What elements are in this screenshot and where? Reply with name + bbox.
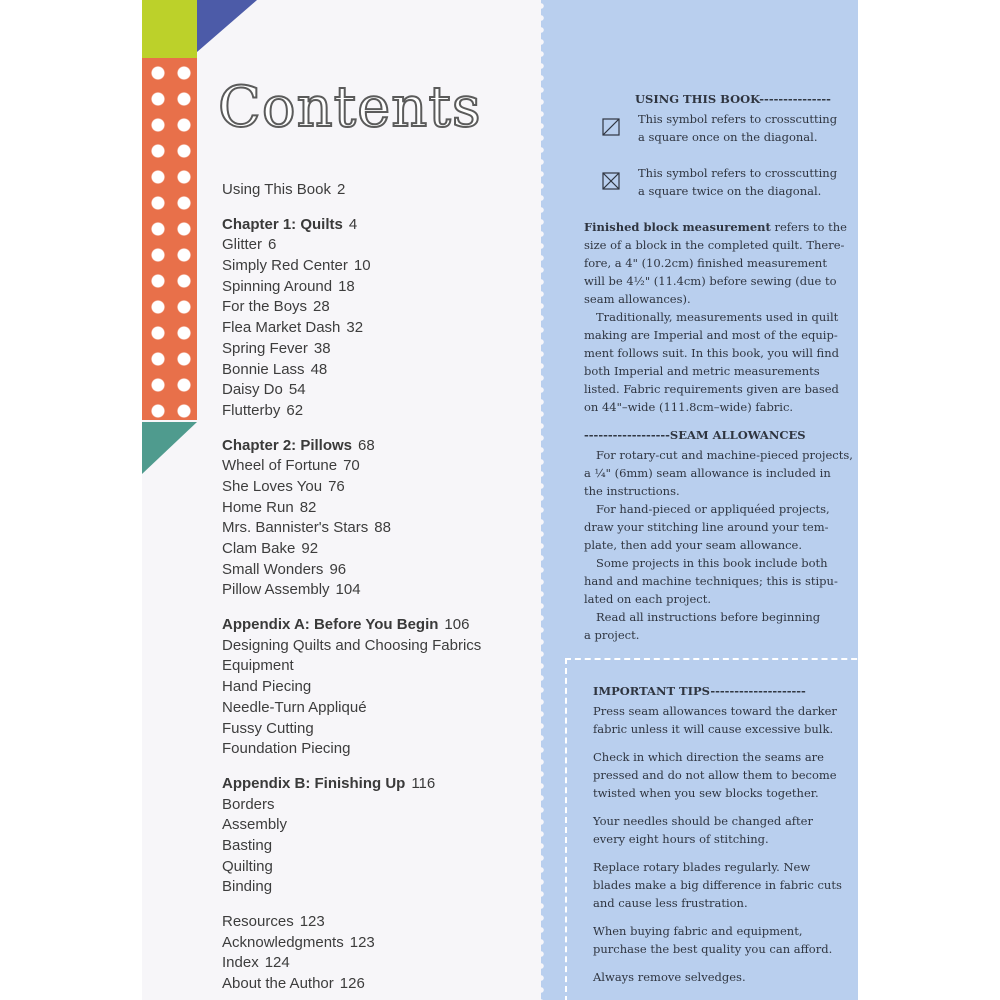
- toc-page: 76: [328, 477, 345, 495]
- toc-page: 48: [310, 360, 328, 378]
- toc-entry[interactable]: [222, 857, 542, 878]
- toc-section-heading[interactable]: [222, 215, 542, 236]
- toc-label: Small Wonders: [222, 560, 324, 578]
- toc-entry[interactable]: [222, 933, 542, 954]
- seam-allowances-heading: ------------------SEAM ALLOWANCES: [584, 428, 806, 442]
- toc-entry[interactable]: [222, 836, 542, 857]
- toc-label: She Loves You: [222, 477, 323, 495]
- decor-green-block: [142, 0, 197, 58]
- toc-page: 82: [299, 498, 317, 516]
- toc-entry[interactable]: [222, 698, 542, 719]
- toc-label: Pillow Assembly: [222, 581, 330, 599]
- perforation-edge: [537, 0, 545, 1000]
- table-of-contents: [222, 180, 542, 995]
- toc-label: Resources: [222, 913, 294, 930]
- toc-page: 92: [301, 540, 319, 557]
- toc-label: For the Boys: [222, 298, 308, 316]
- toc-page: 54: [288, 381, 306, 399]
- toc-label: Appendix B: Finishing Up: [222, 774, 406, 792]
- tip-item: Your needles should be changed after every eight hours of stitching.: [593, 814, 813, 846]
- toc-entry[interactable]: [222, 560, 542, 581]
- toc-label: Flea Market Dash: [222, 319, 341, 337]
- decor-polka-dot-strip: [142, 58, 197, 420]
- toc-page: 68: [358, 436, 375, 454]
- tip-item: Press seam allowances toward the darker fabric unless it will cause excessive bulk.: [593, 704, 837, 736]
- toc-entry[interactable]: [222, 636, 542, 657]
- toc-page: 28: [313, 298, 330, 316]
- toc-entry[interactable]: [222, 256, 542, 277]
- toc-label: Quilting: [222, 857, 273, 875]
- toc-page: 106: [444, 616, 470, 634]
- toc-label: Borders: [222, 795, 275, 813]
- toc-entry[interactable]: [222, 739, 542, 760]
- toc-entry[interactable]: [222, 297, 542, 318]
- toc-label: Home Run: [222, 498, 294, 516]
- toc-page: 70: [343, 457, 360, 475]
- toc-label: Assembly: [222, 816, 288, 834]
- seam-allowances-text: For rotary-cut and machine-pieced projects, a ¼" (6mm) seam allowance is included in the instructions. For hand-pieced or appliquéed projects, draw your stitching line around your tem- plate, then add your seam allowance. Some projects in this book include both hand and machine techniques; this is stipu- lated on each project. Read all instructions before beginning a project.: [584, 448, 853, 642]
- tip-item: Check in which direction the seams are pressed and do not allow them to become twisted when you sew blocks together.: [593, 750, 837, 800]
- tip-item: When buying fabric and equipment, purchase the best quality you can afford.: [593, 924, 833, 956]
- toc-entry[interactable]: [222, 974, 542, 995]
- toc-label: Fussy Cutting: [222, 719, 314, 737]
- toc-entry[interactable]: [222, 719, 542, 740]
- toc-label: Wheel of Fortune: [222, 457, 338, 475]
- crosscut-once-text: This symbol refers to crosscutting a square once on the diagonal.: [638, 112, 838, 144]
- toc-label: Designing Quilts and Choosing Fabrics: [222, 636, 482, 654]
- toc-entry[interactable]: [222, 677, 542, 698]
- toc-label: Chapter 1: Quilts: [222, 215, 343, 233]
- toc-label: Using This Book: [222, 181, 331, 198]
- crosscut-twice-icon: [602, 172, 620, 190]
- toc-label: Appendix A: Before You Begin: [222, 616, 439, 634]
- crosscut-once-icon: [602, 118, 620, 136]
- toc-page: 6: [268, 236, 277, 254]
- toc-entry[interactable]: [222, 953, 542, 974]
- toc-label: Bonnie Lass: [222, 360, 305, 378]
- toc-page: 123: [349, 933, 375, 951]
- toc-label: Spring Fever: [222, 339, 308, 357]
- toc-page: 126: [339, 975, 365, 993]
- toc-entry[interactable]: [222, 815, 542, 836]
- toc-entry[interactable]: [222, 277, 542, 298]
- toc-entry[interactable]: [222, 180, 542, 201]
- toc-page: 88: [374, 519, 391, 537]
- toc-label: Equipment: [222, 657, 294, 675]
- toc-entry[interactable]: [222, 360, 542, 381]
- toc-label: Chapter 2: Pillows: [222, 436, 353, 454]
- toc-entry[interactable]: [222, 912, 542, 933]
- toc-page: 32: [346, 319, 364, 337]
- important-tips-list: [593, 702, 858, 996]
- toc-label: Index: [222, 954, 259, 972]
- toc-entry[interactable]: [222, 518, 542, 539]
- toc-entry[interactable]: [222, 456, 542, 477]
- toc-label: Basting: [222, 836, 273, 854]
- toc-entry[interactable]: [222, 498, 542, 519]
- toc-entry[interactable]: [222, 318, 542, 339]
- toc-page: 10: [353, 257, 371, 275]
- toc-page: 4: [348, 215, 358, 233]
- toc-label: Hand Piecing: [222, 678, 312, 696]
- tip-item: Replace rotary blades regularly. New blades make a big difference in fabric cuts and cause less frustration.: [593, 860, 842, 910]
- toc-page: 18: [338, 277, 355, 295]
- toc-label: Flutterby: [222, 401, 281, 419]
- toc-page: 104: [335, 581, 361, 599]
- toc-entry[interactable]: [222, 877, 542, 898]
- page-title: Contents: [218, 75, 482, 140]
- finished-measurement-paragraph: Finished block measurement refers to the size of a block in the completed quilt. There- fore, a 4" (10.2cm) finished measurement will be 4½" (11.4cm) before sewing (due to seam allowances). Traditionally, measurements used in quilt making are Imperial and most of the equip- ment follows suit. In this book, you will find both Imperial and metric measurements listed. Fabric requirements given are based on 44"–wide (111.8cm–wide) fabric.: [584, 220, 847, 414]
- toc-label: Daisy Do: [222, 381, 283, 399]
- toc-entry[interactable]: [222, 339, 542, 360]
- toc-label: Binding: [222, 878, 273, 896]
- toc-section-heading[interactable]: [222, 774, 542, 795]
- toc-entry[interactable]: [222, 539, 542, 560]
- toc-page: 38: [313, 339, 331, 357]
- toc-entry[interactable]: [222, 380, 542, 401]
- toc-label: Glitter: [222, 236, 263, 254]
- toc-label: Spinning Around: [222, 277, 333, 295]
- toc-page: 2: [336, 181, 346, 198]
- toc-label: Clam Bake: [222, 540, 296, 557]
- tip-item: Always remove selvedges.: [593, 970, 746, 984]
- using-book-heading: USING THIS BOOK---------------: [635, 92, 831, 106]
- toc-entry[interactable]: [222, 656, 542, 677]
- crosscut-twice-text: This symbol refers to crosscutting a square twice on the diagonal.: [638, 166, 838, 198]
- toc-page: 62: [286, 401, 304, 419]
- toc-label: About the Author: [222, 975, 334, 993]
- toc-page: 124: [264, 954, 290, 972]
- toc-entry[interactable]: [222, 580, 542, 601]
- toc-page: 123: [299, 913, 325, 930]
- important-tips-box: [565, 658, 858, 1000]
- toc-label: Needle-Turn Appliqué: [222, 698, 367, 716]
- important-tips-heading: IMPORTANT TIPS--------------------: [593, 684, 806, 698]
- toc-entry[interactable]: [222, 795, 542, 816]
- decor-blue-triangle: [197, 0, 257, 52]
- toc-label: Acknowledgments: [222, 933, 344, 951]
- toc-entry[interactable]: [222, 235, 542, 256]
- toc-label: Simply Red Center: [222, 257, 348, 275]
- toc-label: Mrs. Bannister's Stars: [222, 519, 369, 537]
- toc-page: 96: [329, 560, 347, 578]
- toc-section-heading[interactable]: [222, 615, 542, 636]
- toc-entry[interactable]: [222, 477, 542, 498]
- toc-entry[interactable]: [222, 401, 542, 422]
- toc-page: 116: [411, 774, 436, 792]
- book-page: [142, 0, 858, 1000]
- toc-section-heading[interactable]: [222, 436, 542, 457]
- toc-label: Foundation Piecing: [222, 740, 351, 758]
- decor-teal-triangle: [142, 422, 197, 474]
